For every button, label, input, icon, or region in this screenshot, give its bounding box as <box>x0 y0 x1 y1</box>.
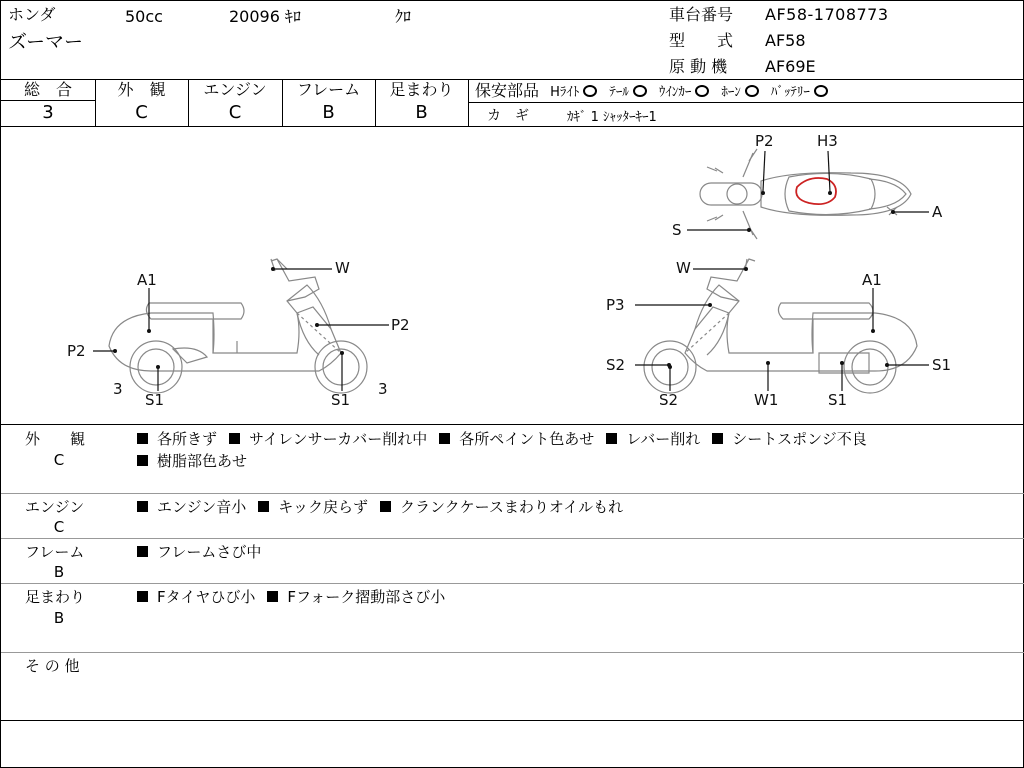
safety-item-tail: ﾃｰﾙ <box>609 85 629 100</box>
note-exterior-grade: C <box>53 451 65 469</box>
label-left-3-front: 3 <box>113 380 123 398</box>
ok-circle-icon <box>633 85 647 97</box>
label-right-p3: P3 <box>606 296 625 314</box>
type-label: 型 式 <box>669 31 734 50</box>
safety-parts <box>475 81 828 103</box>
key-label: カ ギ <box>487 108 529 124</box>
grade-total-value: 3 <box>42 102 54 123</box>
label-top-a: A <box>932 203 943 221</box>
label-right-a1: A1 <box>862 271 882 289</box>
label-left-3-rear: 3 <box>378 380 388 398</box>
label-left-a1: A1 <box>137 271 157 289</box>
label-right-s2-bottom: S2 <box>659 391 679 409</box>
label-right-s2-side: S2 <box>606 356 626 374</box>
note-engine-label: エンジン <box>25 498 85 516</box>
safety-item-headlight: Hﾗｲﾄ <box>550 85 580 100</box>
label-left-p2-right: P2 <box>391 316 410 334</box>
label-right-w: W <box>676 259 691 277</box>
grade-suspension-value: B <box>415 102 428 123</box>
grade-exterior-label: 外 観 <box>117 80 166 99</box>
note-engine-items: エンジン音小 キック戻らず クランクケースまわりオイルもれ <box>135 497 623 517</box>
grade-engine-value: C <box>228 102 242 123</box>
note-frame-grade: B <box>53 563 65 581</box>
safety-label: 保安部品 <box>475 81 540 100</box>
note-suspension-items: Fタイヤひび小 Fフォーク摺動部さび小 <box>135 587 445 607</box>
model-name: ズーマー <box>8 31 84 53</box>
label-left-w: W <box>335 259 350 277</box>
safety-item-battery: ﾊﾞｯﾃﾘｰ <box>770 85 810 100</box>
safety-item-horn: ﾎｰﾝ <box>721 85 741 100</box>
ok-circle-icon <box>814 85 828 97</box>
note-frame-label: フレーム <box>25 543 85 561</box>
note-engine-grade: C <box>53 518 65 536</box>
label-right-s1-side: S1 <box>932 356 952 374</box>
safety-item-winker: ｳｲﾝｶｰ <box>658 85 692 100</box>
grade-suspension-label: 足まわり <box>389 80 454 99</box>
note-frame-items: フレームさび中 <box>135 542 261 562</box>
frame-no: AF58-1708773 <box>765 5 889 24</box>
engine-label: 原 動 機 <box>669 57 728 76</box>
make: ホンダ <box>8 5 56 24</box>
note-other-label: そ の 他 <box>25 657 80 675</box>
key-value: ｶｷﾞ 1 ｼｬｯﾀｰｷｰ1 <box>567 110 657 125</box>
engine-value: AF69E <box>765 57 816 76</box>
ok-circle-icon <box>745 85 759 97</box>
damage-diagram <box>1 127 1024 423</box>
grade-frame-value: B <box>322 102 335 123</box>
note-exterior-items: 各所きず サイレンサーカバー削れ中 各所ペイント色あせ レバー削れ シートスポンジ不良 <box>135 429 867 449</box>
label-left-s1-rear: S1 <box>331 391 351 409</box>
label-top-p2: P2 <box>755 132 774 150</box>
displacement: 50cc <box>125 7 163 26</box>
label-right-s1-bottom: S1 <box>828 391 848 409</box>
ok-circle-icon <box>583 85 597 97</box>
frame-no-label: 車台番号 <box>669 5 734 24</box>
label-top-h3: H3 <box>817 132 838 150</box>
grade-exterior-value: C <box>135 102 148 123</box>
grade-frame-label: フレーム <box>296 80 361 99</box>
color: ｸﾛ <box>395 7 412 26</box>
label-right-w1: W1 <box>754 391 779 409</box>
label-left-s1-front: S1 <box>145 391 165 409</box>
type-value: AF58 <box>765 31 806 50</box>
label-top-s: S <box>672 221 682 239</box>
grade-total-label: 総 合 <box>23 80 72 99</box>
note-suspension-grade: B <box>53 609 65 627</box>
mileage: 20096 ｷﾛ <box>229 7 301 26</box>
grade-engine-label: エンジン <box>203 80 267 99</box>
label-left-p2-left: P2 <box>67 342 86 360</box>
note-exterior-label: 外 観 <box>25 430 86 448</box>
note-exterior-items-line2: 樹脂部色あせ <box>135 451 247 471</box>
scooter-top-view <box>700 149 911 239</box>
ok-circle-icon <box>695 85 709 97</box>
note-suspension-label: 足まわり <box>25 588 86 606</box>
